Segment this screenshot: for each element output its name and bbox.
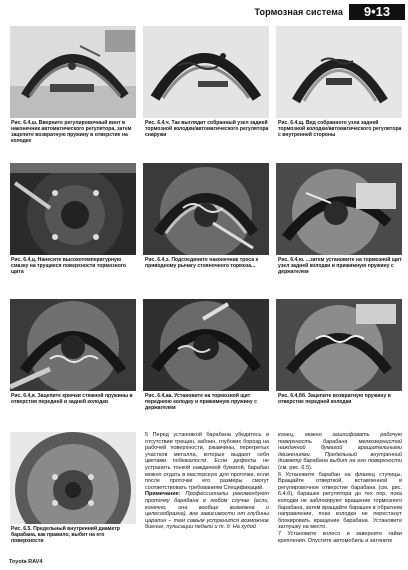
photo-spring-hooks	[10, 299, 136, 391]
caption-fig-6-4-e: Рис. 6.4,э. Подсоедините наконечник троса к приводному рычагу стояночного тормоза...	[145, 257, 259, 270]
photo-brake-drum	[10, 432, 136, 524]
figure-reference: (см. рис. 6.5).	[278, 464, 313, 471]
paragraph-6: 6 Установите барабан на фланец ступицы. Вращайте отверткой, вставленной в регулировочное отверстие барабана (см. рис. 6.4,б), барашек регулятора до тех пор, пока колодки не заблокируют вращение тормозного барабана, затем вращайте барашек в обратном направлении, пока колодки не перестанут блокировать вращение барабана. Установите заглушку на место.	[278, 471, 402, 531]
photo-backing-plate-grease	[10, 163, 136, 255]
paragraph-7: 7 Установите колесо и заверните гайки крепления. Опустите автомобиль и затяните	[278, 530, 402, 544]
footer-book-title: Toyota RAV4	[9, 559, 43, 565]
photo-parking-brake-cable	[143, 163, 269, 255]
note-text: Профессионалы рекомендуют проточку барабана в любом случае (если, конечно, она вообще возможна и целесообразна), вне зависимости от глубины царапин – тем самым устранится возможное биение, пульсации педали и т. д. На худой	[145, 491, 269, 531]
photo-rear-shoe-assembly-inside	[276, 26, 402, 118]
page-header	[7, 6, 405, 20]
page-number: 9•13	[349, 4, 405, 20]
caption-fig-6-4-yu: Рис. 6.4,ю. ...затем установите на тормозной щит узел задней колодки и прижимную пружину с держателем	[278, 257, 402, 276]
photo-rear-shoe-assembly-outside	[143, 26, 269, 118]
section-title: Тормозная система	[254, 7, 343, 17]
photo-return-spring	[276, 299, 402, 391]
caption-fig-6-4-aa: Рис. 6.4,аа. Установите на тормозной щит переднюю колодку и прижимную пружину с держателем	[145, 393, 257, 412]
caption-fig-6-4-bb: Рис. 6.4,бб. Зацепите возвратную пружину в отверстие передней колодки	[278, 393, 391, 406]
caption-fig-6-4-shch: Рис. 6.4,щ. Вид собранного узла задней тормозной колодки/автоматического регулятора с внутренней стороны	[278, 120, 402, 139]
paragraph-5-continued: конец, можно зашлифовать рабочую поверхность барабана мелкозернистой наждачной бумагой вращательными движениями. Предельный внутренний диаметр барабана выбит на его поверхности	[278, 432, 402, 465]
text-column-2	[278, 432, 402, 544]
caption-fig-6-4-ya: Рис. 6.4,я. Зацепите крючки стяжной пружины в отверстия передней и задней колодки	[11, 393, 133, 406]
paragraph-5: 5 Перед установкой барабана убедитесь в отсутствии трещин, забоин, глубоких борозд на рабочей поверхности, ржавчины, перегретых участков металла, которые выдают себя цветами побежалости. Если дефекты не устранить тонкой наждачной бумагой, барабан можно отдать в мастерскую для проточки, если после проточки его размеры смогут соответствовать требованиям Спецификаций.	[145, 432, 269, 491]
note-label: Примечание:	[145, 491, 181, 498]
photo-rear-shoe-install	[276, 163, 402, 255]
caption-fig-6-4-ts: Рис. 6.4,ц. Нанесите высокотемпературную смазку на трущиеся поверхности тормозного щита	[11, 257, 127, 276]
photo-brake-shoe-adjuster-screw	[10, 26, 136, 118]
caption-fig-6-4-sh: Рис. 6.4,ш. Вверните регулировочный винт в наконечник автоматического регулятора, затем зацепите возвратную пружину в отверстие на колодке	[11, 120, 132, 145]
photo-front-shoe-install	[143, 299, 269, 391]
caption-fig-6-5: Рис. 6.5. Предельный внутренний диаметр барабана, как правило, выбит на его поверхности	[11, 526, 120, 545]
text-column-1	[145, 432, 269, 531]
caption-fig-6-4-ch: Рис. 6.4,ч. Так выглядит собранный узел задней тормозной колодки/автоматического регулятора снаружи	[145, 120, 269, 139]
